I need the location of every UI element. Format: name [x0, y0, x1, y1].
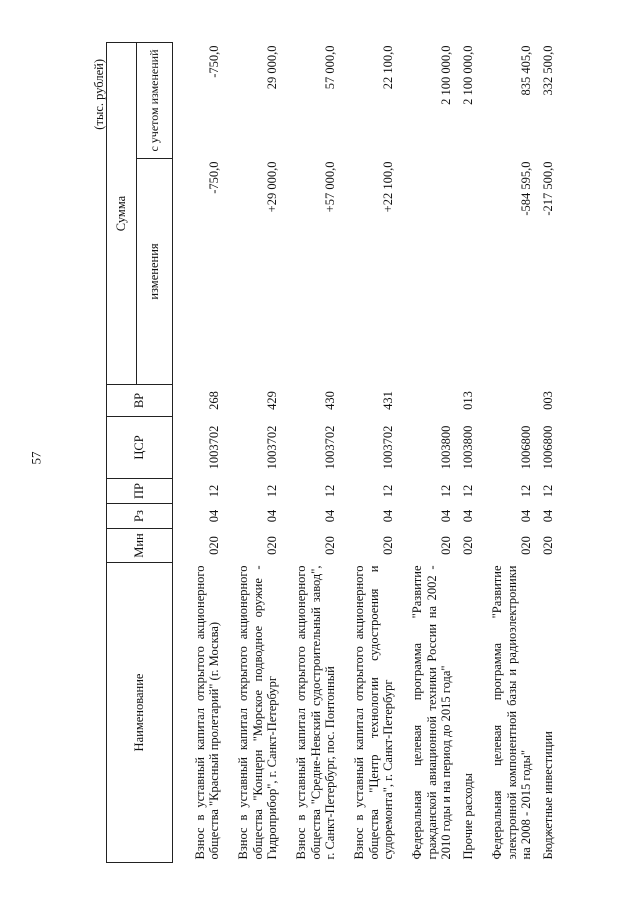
row-rz: 04: [461, 509, 475, 523]
col-header-min: Мин: [107, 529, 173, 563]
row-change: -584 595,0: [519, 161, 533, 216]
row-csr: 1003702: [323, 425, 337, 470]
row-total: 2 100 000,0: [439, 45, 453, 105]
row-min: 020: [207, 536, 221, 555]
row-name: Взнос в уставный капитал открытого акционерного общества "Центр технологии судостроения и судоремонта", г. Санкт-Петербург: [352, 565, 395, 860]
row-rz: 04: [323, 509, 337, 523]
table-row: [223, 43, 281, 863]
row-min: 020: [381, 536, 395, 555]
row-min: 020: [519, 536, 533, 555]
row-vr: 431: [381, 391, 395, 410]
row-rz: 04: [439, 509, 453, 523]
table-row: [477, 43, 535, 863]
row-csr: 1003702: [207, 425, 221, 470]
row-name: Взнос в уставный капитал открытого акционерного общества "Средне-Невский судостроительный завод", г. Санкт-Петербург, пос. Понтонный: [294, 565, 337, 860]
col-header-sum: Сумма: [107, 43, 137, 385]
row-name: Федеральная целевая программа "Развитие гражданской авиационной техники России на 2002 - 2010 годы и на период до 2015 года": [410, 565, 453, 860]
row-pr: 12: [541, 484, 555, 498]
row-name: Прочие расходы: [461, 773, 475, 860]
row-total: 29 000,0: [265, 45, 279, 90]
table-row: [397, 43, 455, 863]
page-number: 57: [28, 451, 44, 465]
col-header-change: изменения: [137, 159, 173, 385]
row-pr: 12: [207, 484, 221, 498]
row-rz: 04: [541, 509, 555, 523]
row-min: 020: [265, 536, 279, 555]
units-note: (тыс. рублей): [92, 59, 106, 130]
col-header-rz: Рз: [107, 504, 173, 529]
row-name: Бюджетные инвестиции: [541, 731, 555, 860]
row-total: 57 000,0: [323, 45, 337, 90]
col-header-csr: ЦСР: [107, 417, 173, 479]
budget-table: [106, 42, 557, 863]
row-min: 020: [461, 536, 475, 555]
table-row: [339, 43, 397, 863]
row-pr: 12: [519, 484, 533, 498]
row-min: 020: [439, 536, 453, 555]
row-total: 2 100 000,0: [461, 45, 475, 105]
row-rz: 04: [519, 509, 533, 523]
row-pr: 12: [323, 484, 337, 498]
rotated-page-content: [92, 43, 560, 863]
row-pr: 12: [439, 484, 453, 498]
row-pr: 12: [381, 484, 395, 498]
table-row: [281, 43, 339, 863]
row-vr: [397, 385, 455, 417]
row-pr: 12: [461, 484, 475, 498]
row-change: +22 100,0: [381, 161, 395, 213]
row-csr: 1003702: [381, 425, 395, 470]
row-total: 835 405,0: [519, 45, 533, 96]
col-header-with-change: с учетом изменений: [137, 43, 173, 159]
row-rz: 04: [265, 509, 279, 523]
row-csr: 1006800: [541, 425, 555, 470]
table-row: [173, 43, 223, 863]
table-header: [107, 43, 173, 863]
row-vr: 268: [207, 391, 221, 410]
row-name: Взнос в уставный капитал открытого акционерного общества "Красный пролетарий" (г. Москва): [192, 565, 221, 860]
row-change: [397, 159, 455, 385]
col-header-pr: ПР: [107, 479, 173, 504]
row-total: -750,0: [207, 45, 221, 78]
col-header-vr: ВР: [107, 385, 173, 417]
table-row: [535, 43, 557, 863]
row-pr: 12: [265, 484, 279, 498]
table-row: [455, 43, 477, 863]
row-vr: [477, 385, 535, 417]
row-total: 22 100,0: [381, 45, 395, 90]
col-header-name: Наименование: [107, 563, 173, 863]
row-total: 332 500,0: [541, 45, 555, 96]
row-min: 020: [541, 536, 555, 555]
row-change: -750,0: [207, 161, 221, 194]
row-rz: 04: [381, 509, 395, 523]
row-rz: 04: [207, 509, 221, 523]
row-vr: 013: [461, 391, 475, 410]
row-change: [455, 159, 477, 385]
row-vr: 429: [265, 391, 279, 410]
row-change: -217 500,0: [541, 161, 555, 216]
row-name: Взнос в уставный капитал открытого акционерного общества "Концерн "Морское подводное оружие - Гидроприбор", г. Санкт-Петербург: [236, 565, 279, 860]
row-vr: 003: [541, 391, 555, 410]
row-vr: 430: [323, 391, 337, 410]
row-name: Федеральная целевая программа "Развитие электронной компонентной базы и радиоэлектроники на 2008 - 2015 годы": [490, 565, 533, 860]
row-csr: 1003800: [461, 425, 475, 470]
row-csr: 1006800: [519, 425, 533, 470]
row-csr: 1003800: [439, 425, 453, 470]
row-change: +29 000,0: [265, 161, 279, 213]
row-change: +57 000,0: [323, 161, 337, 213]
row-min: 020: [323, 536, 337, 555]
row-csr: 1003702: [265, 425, 279, 470]
